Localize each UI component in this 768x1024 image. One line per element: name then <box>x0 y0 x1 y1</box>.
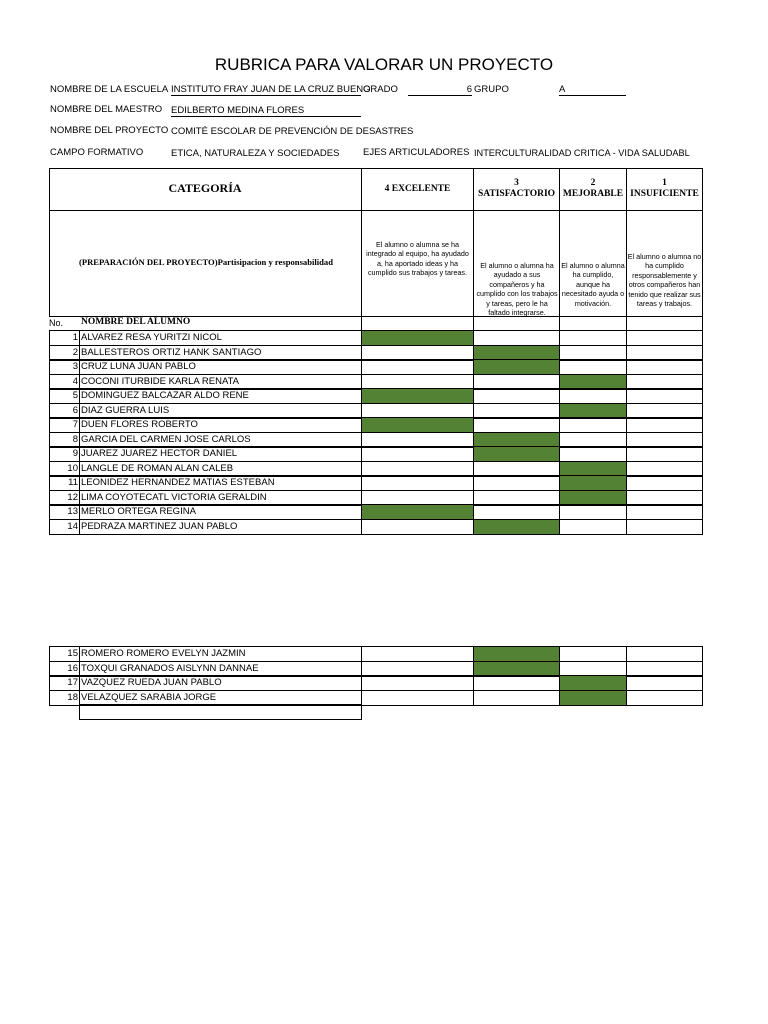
student-number: 9 <box>72 448 78 459</box>
student-number: 17 <box>67 677 78 688</box>
criterion-label: (PREPARACIÓN DEL PROYECTO)Partisipacion y responsabilidad <box>78 257 334 267</box>
score-cell-1[interactable] <box>626 417 703 433</box>
proyecto-label: NOMBRE DEL PROYECTO <box>50 125 169 136</box>
score-cell-1[interactable] <box>626 388 703 404</box>
student-number: 13 <box>67 506 78 517</box>
score-cell-selected[interactable] <box>473 359 560 375</box>
ejes-label: EJES ARTICULADORES <box>363 147 470 158</box>
score-cell-3[interactable] <box>473 475 560 491</box>
score-cell-1[interactable] <box>626 359 703 375</box>
score-cell-selected[interactable] <box>559 690 627 706</box>
row-separator <box>79 417 80 433</box>
student-number: 6 <box>72 405 78 416</box>
score-cell-selected[interactable] <box>473 446 560 462</box>
grupo-label: GRUPO <box>474 84 509 95</box>
row-separator <box>79 519 80 535</box>
score-cell-4[interactable] <box>361 675 474 691</box>
score-cell-2[interactable] <box>559 330 627 346</box>
student-number: 12 <box>67 492 78 503</box>
insuficiente-num: 1 <box>662 178 667 188</box>
score-cell-4[interactable] <box>361 646 474 662</box>
desc-insuficiente: El alumno o alumna no ha cumplido responsablemente y otros compañeros han tenido que realizar sus tareas y trabajos. <box>627 252 702 309</box>
maestro-label: NOMBRE DEL MAESTRO <box>50 104 163 115</box>
score-cell-3[interactable] <box>473 330 560 346</box>
desc-satisfactorio: El alumno o alumna ha ayudado a sus compañeros y ha cumplido con los trabajos y tareas, pero le ha faltado integrarse. <box>476 261 558 318</box>
student-name: LEONIDEZ HERNANDEZ MATIAS ESTEBAN <box>81 477 275 488</box>
student-number: 16 <box>67 663 78 674</box>
student-name: LANGLE DE ROMAN ALAN CALEB <box>81 463 234 474</box>
desc-excelente: El alumno o alumna se ha integrado al equipo, ha ayudado a, ha aportado ideas y ha cumplido sus trabajos y tareas. <box>366 240 469 278</box>
row-separator <box>79 446 80 462</box>
row-separator <box>79 330 80 346</box>
score-cell-1[interactable] <box>626 504 703 520</box>
score-cell-2[interactable] <box>559 417 627 433</box>
no-label: No. <box>49 318 64 328</box>
score-cell-3[interactable] <box>473 417 560 433</box>
student-name: TOXQUI GRANADOS AISLYNN DANNAE <box>81 663 259 674</box>
score-cell-2[interactable] <box>559 504 627 520</box>
student-number: 14 <box>67 521 78 532</box>
student-number: 11 <box>68 477 78 488</box>
grado-label: GRADO <box>363 84 398 95</box>
student-number: 18 <box>67 692 78 703</box>
row-separator <box>79 475 80 491</box>
row-separator <box>79 388 80 404</box>
excelente-header: 4 EXCELENTE <box>384 184 451 194</box>
score-cell-2[interactable] <box>559 388 627 404</box>
score-cell-3[interactable] <box>473 504 560 520</box>
student-name: DIAZ GUERRA LUIS <box>81 405 170 416</box>
document-title: RUBRICA PARA VALORAR UN PROYECTO <box>214 55 554 74</box>
subheader-cell <box>559 316 627 331</box>
campo-label: CAMPO FORMATIVO <box>50 147 144 158</box>
score-cell-1[interactable] <box>626 675 703 691</box>
student-number: 1 <box>72 332 78 343</box>
ejes-value: INTERCULTURALIDAD CRITICA - VIDA SALUDABL <box>474 148 690 158</box>
score-cell-4[interactable] <box>361 359 474 375</box>
score-cell-selected[interactable] <box>361 330 474 346</box>
subheader-cell <box>361 316 474 331</box>
row-separator <box>79 359 80 375</box>
student-name: BALLESTEROS ORTIZ HANK SANTIAGO <box>81 347 262 358</box>
score-cell-3[interactable] <box>473 388 560 404</box>
grupo-value: A <box>559 84 626 96</box>
campo-value: ETICA, NATURALEZA Y SOCIEDADES <box>171 148 340 159</box>
score-cell-selected[interactable] <box>473 646 560 662</box>
student-number: 5 <box>72 390 78 401</box>
escuela-label: NOMBRE DE LA ESCUELA <box>50 84 169 95</box>
score-cell-2[interactable] <box>559 519 627 535</box>
student-number: 10 <box>67 463 78 474</box>
score-cell-1[interactable] <box>626 519 703 535</box>
subheader-cell <box>473 316 560 331</box>
student-name: LIMA COYOTECATL VICTORIA GERALDIN <box>81 492 267 503</box>
score-cell-1[interactable] <box>626 646 703 662</box>
score-cell-2[interactable] <box>559 646 627 662</box>
satisfactorio-header: SATISFACTORIO <box>477 189 556 199</box>
proyecto-value: COMITÉ ESCOLAR DE PREVENCIÓN DE DESASTRES <box>171 126 414 137</box>
escuela-value: INSTITUTO FRAY JUAN DE LA CRUZ BUENO <box>171 84 371 95</box>
score-cell-3[interactable] <box>473 690 560 706</box>
score-cell-1[interactable] <box>626 330 703 346</box>
score-cell-1[interactable] <box>626 690 703 706</box>
score-cell-selected[interactable] <box>559 675 627 691</box>
mejorable-header: MEJORABLE <box>562 189 624 199</box>
insuficiente-header: INSUFICIENTE <box>630 189 699 199</box>
row-separator <box>79 646 80 662</box>
student-name: GARCIA DEL CARMEN JOSE CARLOS <box>81 434 251 445</box>
student-number: 8 <box>72 434 78 445</box>
desc-mejorable: El alumno o alumna ha cumplido, aunque ha necesitado ayuda o motivación. <box>561 261 625 308</box>
row-separator <box>79 504 80 520</box>
nombre-alumno-label: NOMBRE DEL ALUMNO <box>81 317 191 327</box>
maestro-value: EDILBERTO MEDINA FLORES <box>171 105 361 117</box>
score-cell-selected[interactable] <box>361 504 474 520</box>
grado-value: 6 <box>408 84 472 96</box>
student-name: VELAZQUEZ SARABIA JORGE <box>81 692 217 703</box>
student-name: COCONI ITURBIDE KARLA RENATA <box>81 376 240 387</box>
student-name: PEDRAZA MARTINEZ JUAN PABLO <box>81 521 238 532</box>
categoria-header: CATEGORÍA <box>168 181 242 195</box>
score-cell-selected[interactable] <box>473 519 560 535</box>
score-cell-1[interactable] <box>626 475 703 491</box>
student-number: 2 <box>72 347 78 358</box>
score-cell-2[interactable] <box>559 359 627 375</box>
student-name: DOMINGUEZ BALCAZAR ALDO RENE <box>81 390 249 401</box>
score-cell-2[interactable] <box>559 446 627 462</box>
score-cell-4[interactable] <box>361 475 474 491</box>
mejorable-num: 2 <box>590 178 596 188</box>
score-cell-selected[interactable] <box>559 475 627 491</box>
student-name: MERLO ORTEGA REGINA <box>81 506 196 517</box>
student-number: 7 <box>72 419 78 430</box>
subheader-cell <box>626 316 703 331</box>
empty-row <box>79 704 362 720</box>
student-number: 3 <box>72 361 78 372</box>
score-cell-1[interactable] <box>626 446 703 462</box>
student-name: ROMERO ROMERO EVELYN JAZMIN <box>81 648 246 659</box>
student-name: DUEN FLORES ROBERTO <box>81 419 198 430</box>
score-cell-4[interactable] <box>361 519 474 535</box>
student-name: ALVAREZ RESA YURITZI NICOL <box>81 332 222 343</box>
score-cell-selected[interactable] <box>361 417 474 433</box>
score-cell-3[interactable] <box>473 675 560 691</box>
student-name: VAZQUEZ RUEDA JUAN PABLO <box>81 677 222 688</box>
score-cell-selected[interactable] <box>361 388 474 404</box>
student-name: CRUZ LUNA JUAN PABLO <box>81 361 196 372</box>
student-number: 4 <box>72 376 78 387</box>
score-cell-4[interactable] <box>361 446 474 462</box>
satisfactorio-num: 3 <box>514 178 519 188</box>
student-name: JUAREZ JUAREZ HECTOR DANIEL <box>81 448 238 459</box>
score-cell-4[interactable] <box>361 690 474 706</box>
student-number: 15 <box>67 648 78 659</box>
row-separator <box>79 675 80 691</box>
